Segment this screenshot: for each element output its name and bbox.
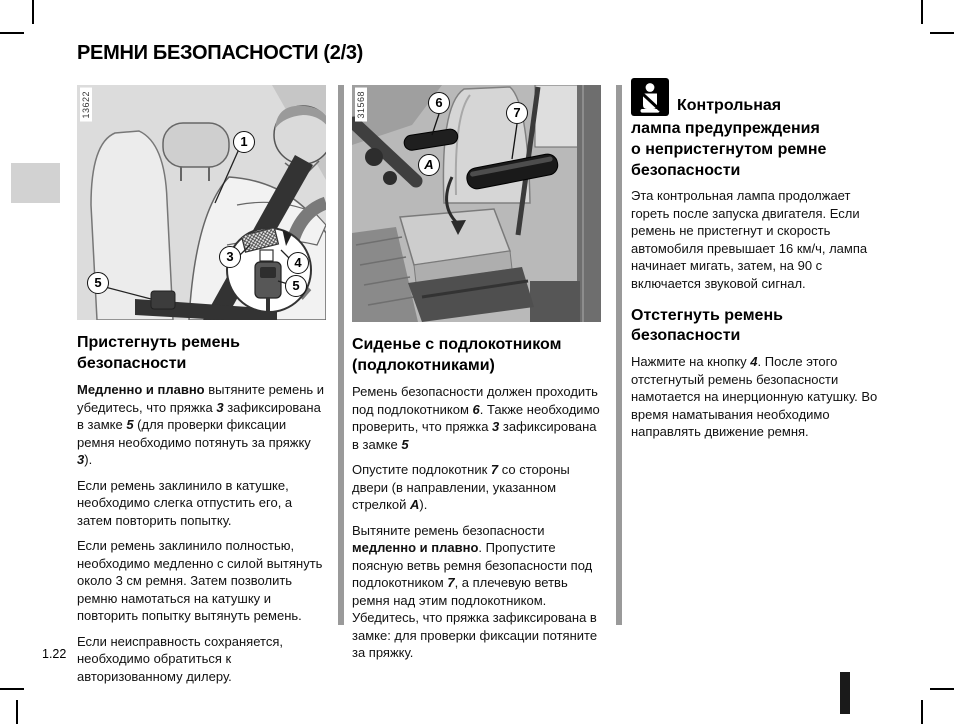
paragraph: Если неисправность сохраняется, необходимо обратиться к авторизованному дилеру.	[77, 633, 283, 684]
crop-mark	[921, 700, 923, 724]
callout-6: 6	[428, 92, 450, 114]
column-armrest-seat	[352, 85, 602, 670]
callout-7: 7	[506, 102, 528, 124]
callout-1: 1	[233, 131, 255, 153]
page-title: РЕМНИ БЕЗОПАСНОСТИ (2/3)	[77, 42, 364, 64]
column-divider	[338, 85, 344, 625]
paragraph: Опустите подлокотник 7 со стороны двери (в направлении, указанном стрелкой A).	[352, 462, 570, 512]
callout-5-inset: 5	[285, 275, 307, 297]
paragraph: Если ремень заклинило в катушке, необходимо слегка отпустить его, а затем повторить попытку.	[77, 477, 293, 528]
section-heading-fasten: Пристегнуть ремень безопасности	[77, 334, 240, 372]
column-warning-lamp	[631, 78, 885, 449]
crop-mark	[921, 0, 923, 24]
paragraph: Эта контрольная лампа продолжает гореть после запуска двигателя. Если ремень не пристегнут и скорость автомобиля превышает 16 км/ч, лампа начинает мигать, затем, на 90 с включается звуковой сигнал.	[631, 188, 868, 291]
crop-mark	[930, 688, 954, 690]
figure-code: 31568	[355, 88, 367, 122]
page-number: 1.22	[42, 647, 67, 661]
section-heading-unfasten: Отстегнуть ремень безопасности	[631, 307, 783, 344]
callout-4: 4	[287, 252, 309, 274]
section-tab-marker	[11, 163, 60, 203]
armrest-seat-illustration	[352, 85, 601, 322]
paragraph: Вытяните ремень безопасности медленно и плавно. Пропустите поясную ветвь ремня безопасности под подлокотником 7, а плечевую ветвь ремня над этим подлокотником. Убедитесь, что пряжка зафиксирована в замке: для проверки фиксации потяните за пряжку.	[352, 522, 598, 660]
crop-mark	[32, 0, 34, 24]
column-fasten-belt	[77, 85, 327, 693]
paragraph: Нажмите на кнопку 4. После этого отстегнутый ремень безопасности намотается на инерционную катушку. Во время наматывания необходимо направлять движение ремня.	[631, 354, 878, 439]
column-divider	[616, 85, 622, 625]
callout-3: 3	[219, 246, 241, 268]
section-heading-armrest: Сиденье с подлокотником (подлокотниками)	[352, 336, 562, 374]
figure-code: 13622	[80, 88, 92, 122]
paragraph: Медленно и плавно вытяните ремень и убедитесь, что пряжка 3 зафиксирована в замке 5 (для проверки фиксации ремня необходимо потянуть за пряжку 3).	[77, 382, 325, 467]
paragraph: Если ремень заклинило полностью, необходимо медленно с силой вытянуть около 3 см ремня. Затем позволить ремню намотаться на катушку и повторить попытку вытянуть ремень.	[77, 538, 323, 623]
section-heading-warning-lamp: Контрольная лампа предупреждения о непристегнутом ремне безопасности	[631, 78, 885, 181]
figure-driver-belt	[77, 85, 326, 320]
seatbelt-warning-lamp-icon	[631, 78, 669, 116]
crop-mark	[0, 32, 24, 34]
figure-armrest-seat	[352, 85, 601, 322]
crop-mark	[16, 700, 18, 724]
crop-mark	[0, 688, 24, 690]
crop-mark	[930, 32, 954, 34]
print-registration-bar	[840, 672, 850, 714]
callout-5: 5	[87, 272, 109, 294]
callout-A: A	[418, 154, 440, 176]
paragraph: Ремень безопасности должен проходить под подлокотником 6. Также необходимо проверить, что пряжка 3 зафиксирована в замке 5	[352, 384, 600, 452]
